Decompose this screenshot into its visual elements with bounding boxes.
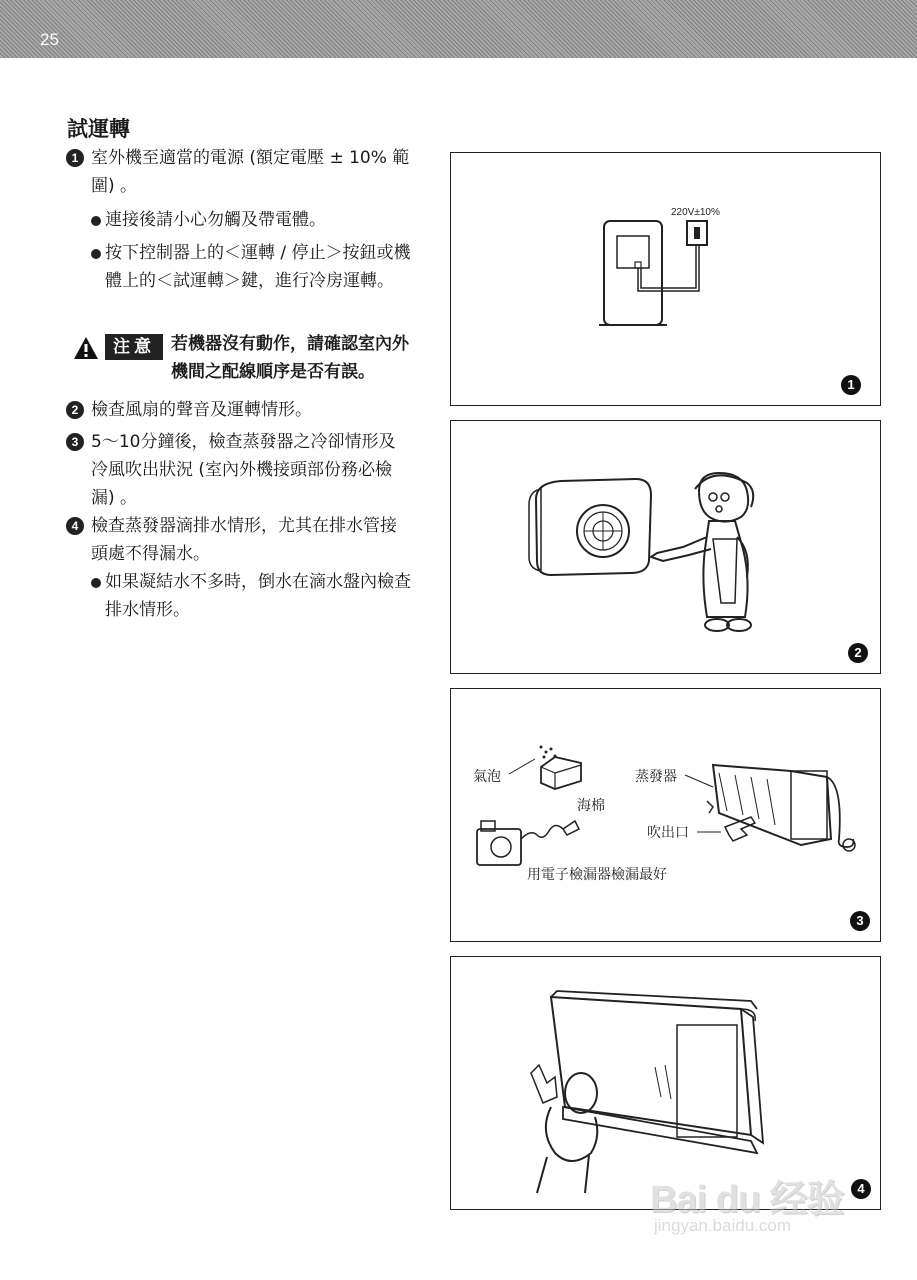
step-4: [66, 512, 411, 568]
bullet-text-2: 按下控制器上的＜運轉 / 停止＞按鈕或機體上的＜試運轉＞鍵，進行冷房運轉。: [105, 243, 411, 291]
step-number-2: 2: [66, 401, 84, 419]
step-text-3: 5～10分鐘後，檢查蒸發器之冷卻情形及冷風吹出狀況 (室內外機接頭部份務必檢漏) 。: [91, 432, 396, 508]
leak-check-illustration: [451, 689, 882, 943]
step-number-4: 4: [66, 517, 84, 535]
bullet-3: [91, 568, 411, 624]
page-number: 25: [40, 30, 59, 49]
warning-text: 若機器沒有動作，請確認室內外機間之配線順序是否有誤。: [171, 334, 409, 382]
figure-badge-2: 2: [848, 643, 868, 663]
bullet-dot-icon: [91, 216, 101, 226]
watermark-logo: Bai du 经验: [650, 1179, 844, 1221]
figure-badge-4: 4: [851, 1179, 871, 1199]
bullet-text-1: 連接後請小心勿觸及帶電體。: [105, 210, 326, 230]
sponge-label: 海棉: [577, 798, 605, 814]
voltage-label: 220V±10%: [671, 207, 720, 218]
evaporator-label: 蒸發器: [635, 769, 677, 785]
warning-label: 注意: [105, 334, 163, 360]
listening-to-fan-illustration: [451, 421, 882, 675]
step-number-1: 1: [66, 149, 84, 167]
step-text-2: 檢查風扇的聲音及運轉情形。: [91, 400, 312, 420]
outdoor-unit-power-illustration: [451, 153, 882, 407]
bullet-dot-icon: [91, 578, 101, 588]
section-title: 試運轉: [67, 117, 130, 141]
detector-label: 用電子檢漏器檢漏最好: [527, 867, 667, 883]
bullet-dot-icon: [91, 249, 101, 259]
figure-panel-2: [450, 420, 881, 674]
warning-triangle-icon: [73, 336, 99, 360]
bubble-label: 氣泡: [473, 769, 501, 785]
step-2: [66, 396, 411, 424]
header-bar: [0, 0, 917, 58]
bullet-2: [91, 239, 411, 295]
figure-panel-1: [450, 152, 881, 406]
step-text-1: 室外機至適當的電源 (額定電壓 ± 10% 範圍) 。: [91, 148, 410, 196]
figure-badge-1: 1: [841, 375, 861, 395]
bullet-text-3: 如果凝結水不多時，倒水在滴水盤內檢查排水情形。: [105, 572, 411, 620]
step-3: [66, 428, 411, 512]
step-text-4: 檢查蒸發器滴排水情形，尤其在排水管接頭處不得漏水。: [91, 516, 397, 564]
watermark-url: jingyan.baidu.com: [654, 1216, 792, 1235]
step-1: [66, 144, 411, 200]
step-number-3: 3: [66, 433, 84, 451]
bullet-1: [91, 206, 411, 234]
figure-badge-3: 3: [850, 911, 870, 931]
outlet-label: 吹出口: [647, 825, 689, 841]
figure-panel-3: [450, 688, 881, 942]
baidu-jingyan-watermark: [640, 1160, 880, 1250]
